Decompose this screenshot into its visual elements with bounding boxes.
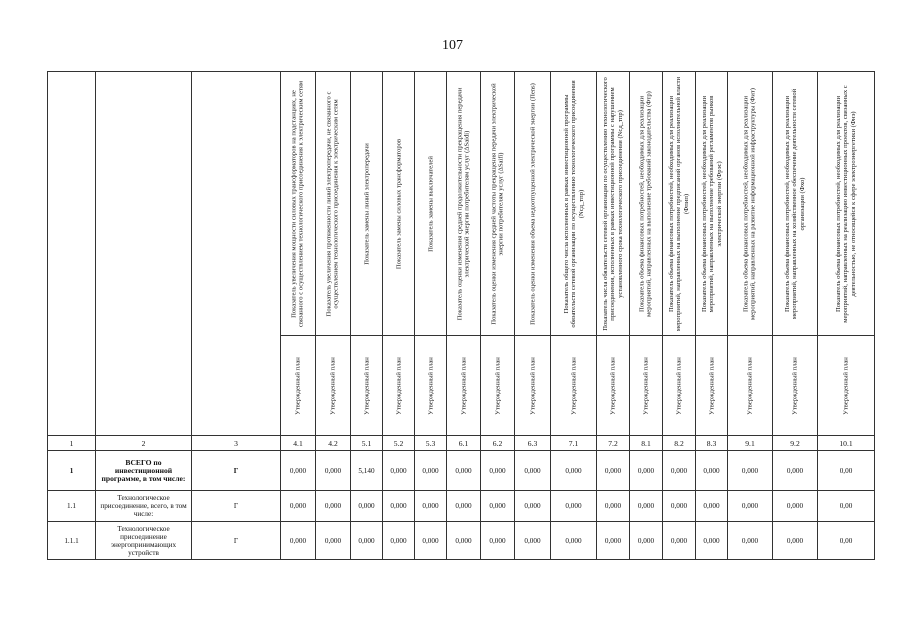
indicator-label: Показатель объема финансовых потребностей, необходимых для реализации мероприятий, направленных на выполнение предписаний органов исполнительной власти (Фпип) [667, 76, 690, 331]
row-code: Г [192, 522, 281, 560]
plan-label: Утвержденный план [493, 356, 501, 415]
value-cell: 0,000 [696, 491, 728, 522]
indicator-header [773, 72, 818, 336]
header-name-cell [96, 72, 192, 436]
value-cell: 0,000 [447, 491, 481, 522]
column-number: 6.2 [481, 436, 515, 451]
value-cell: 0,000 [515, 451, 551, 491]
column-number: 4.2 [316, 436, 351, 451]
value-cell: 0,000 [351, 522, 383, 560]
plan-label: Утвержденный план [394, 356, 402, 415]
value-cell: 0,00 [818, 491, 875, 522]
column-number: 4.1 [281, 436, 316, 451]
row-number: 1.1.1 [48, 522, 96, 560]
plan-header [415, 336, 447, 436]
plan-label: Утвержденный план [642, 356, 650, 415]
value-cell: 0,000 [630, 451, 663, 491]
header-number-cell [48, 72, 96, 436]
plan-header [281, 336, 316, 436]
value-cell: 0,000 [383, 451, 415, 491]
value-cell: 0,000 [515, 491, 551, 522]
value-cell: 0,000 [663, 451, 696, 491]
indicator-header [515, 72, 551, 336]
column-number: 6.1 [447, 436, 481, 451]
value-cell: 0,000 [551, 491, 597, 522]
value-cell: 0,000 [481, 491, 515, 522]
row-name: Технологическое присоединение энергопринимающих устройств [96, 522, 192, 560]
plan-header [551, 336, 597, 436]
value-cell: 0,000 [281, 491, 316, 522]
column-number: 8.1 [630, 436, 663, 451]
plan-header [818, 336, 875, 436]
value-cell: 0,000 [773, 491, 818, 522]
indicator-label: Показатель объема финансовых потребностей, необходимых для реализации мероприятий, направленных на выполнение требований законодательства (Фтр) [638, 90, 653, 317]
value-cell: 5,140 [351, 451, 383, 491]
plan-header [316, 336, 351, 436]
value-cell: 0,000 [316, 491, 351, 522]
plan-label: Утвержденный план [746, 356, 754, 415]
plan-header [597, 336, 630, 436]
plan-header [481, 336, 515, 436]
plan-label: Утвержденный план [791, 356, 799, 415]
indicator-header [630, 72, 663, 336]
indicator-header [316, 72, 351, 336]
plan-label: Утвержденный план [609, 356, 617, 415]
plan-label: Утвержденный план [675, 356, 683, 415]
value-cell: 0,000 [773, 451, 818, 491]
column-number-row [48, 436, 875, 451]
indicator-label: Показатель оценки изменения средней частоты прекращения передачи электрической энергии потребителям услуг (ΔSaifi) [490, 82, 505, 325]
value-cell: 0,000 [415, 522, 447, 560]
value-cell: 0,000 [281, 522, 316, 560]
value-cell: 0,000 [447, 522, 481, 560]
column-number: 3 [192, 436, 281, 451]
column-number: 8.2 [663, 436, 696, 451]
plan-label: Утвержденный план [569, 356, 577, 415]
indicator-label: Показатель объема финансовых потребностей, необходимых для реализации мероприятий, направленных на реализацию инвестиционных проектов, связанных с деятельностью, не относящейся к сфере электроэнергетики (Фнэ) [834, 84, 857, 323]
column-number: 8.3 [696, 436, 728, 451]
row-number: 1.1 [48, 491, 96, 522]
value-cell: 0,000 [481, 451, 515, 491]
column-number: 7.2 [597, 436, 630, 451]
indicator-header [551, 72, 597, 336]
value-cell: 0,000 [773, 522, 818, 560]
value-cell: 0,000 [383, 491, 415, 522]
value-cell: 0,000 [728, 451, 773, 491]
value-cell: 0,000 [597, 522, 630, 560]
indicator-label: Показатель числа обязательств сетевой организации по осуществлению технологического присоединения, исполненных в рамках инвестиционной программы с нарушением установленного срока технологического присоединения (Nсд_тпр) [601, 76, 624, 331]
indicator-header [597, 72, 630, 336]
indicator-label: Показатель замены силовых трансформаторов [394, 138, 402, 269]
indicator-label: Показатель общего числа исполненных в рамках инвестиционной программы обязательств сетевой организации по осуществлению технологического присоединения (Nсд_тпр) [562, 79, 585, 328]
column-number: 2 [96, 436, 192, 451]
indicator-label: Показатель оценки изменения объема недоотпущенной электрической энергии (Пens) [528, 82, 536, 325]
plan-header [773, 336, 818, 436]
column-number: 9.2 [773, 436, 818, 451]
value-cell: 0,000 [515, 522, 551, 560]
plan-header [630, 336, 663, 436]
value-cell: 0,000 [696, 522, 728, 560]
plan-header [351, 336, 383, 436]
value-cell: 0,000 [316, 451, 351, 491]
column-number: 1 [48, 436, 96, 451]
value-cell: 0,000 [383, 522, 415, 560]
plan-header [696, 336, 728, 436]
indicator-header [728, 72, 773, 336]
indicator-label: Показатель замены выключателей [426, 155, 434, 252]
plan-label: Утвержденный план [842, 356, 850, 415]
value-cell: 0,000 [481, 522, 515, 560]
plan-label: Утвержденный план [459, 356, 467, 415]
indicator-label: Показатель замены линий электропередачи [362, 142, 370, 265]
row-name: Технологическое присоединение, всего, в том числе: [96, 491, 192, 522]
row-code: Г [192, 451, 281, 491]
indicator-header [696, 72, 728, 336]
indicator-header [663, 72, 696, 336]
row-code: Г [192, 491, 281, 522]
table-row [48, 451, 875, 491]
page-number: 107 [442, 38, 463, 53]
plan-header [728, 336, 773, 436]
value-cell: 0,00 [818, 522, 875, 560]
indicator-header-row [48, 72, 875, 336]
plan-label: Утвержденный план [528, 356, 536, 415]
indicator-header [351, 72, 383, 336]
value-cell: 0,000 [551, 451, 597, 491]
value-cell: 0,00 [818, 451, 875, 491]
header-code-cell [192, 72, 281, 436]
value-cell: 0,000 [696, 451, 728, 491]
indicator-label: Показатель оценки изменения средней продолжительности прекращения передачи электрической энергии потребителям услуг (ΔSaidi) [456, 87, 471, 320]
indicator-label: Показатель увеличения мощности силовых трансформаторов на подстанциях, не связанного с осуществлением технологического присоединения к электрическим сетям [290, 80, 305, 327]
value-cell: 0,000 [630, 522, 663, 560]
column-number: 10.1 [818, 436, 875, 451]
column-number: 5.3 [415, 436, 447, 451]
value-cell: 0,000 [281, 451, 316, 491]
plan-header [515, 336, 551, 436]
plan-label: Утвержденный план [362, 356, 370, 415]
plan-header [663, 336, 696, 436]
column-number: 6.3 [515, 436, 551, 451]
column-number: 5.1 [351, 436, 383, 451]
value-cell: 0,000 [630, 491, 663, 522]
value-cell: 0,000 [415, 491, 447, 522]
plan-label: Утвержденный план [707, 356, 715, 415]
value-cell: 0,000 [447, 451, 481, 491]
value-cell: 0,000 [728, 522, 773, 560]
value-cell: 0,000 [663, 491, 696, 522]
row-name: ВСЕГО по инвестиционной программе, в том числе: [96, 451, 192, 491]
plan-header [383, 336, 415, 436]
value-cell: 0,000 [551, 522, 597, 560]
value-cell: 0,000 [728, 491, 773, 522]
indicator-header [415, 72, 447, 336]
table-row [48, 491, 875, 522]
table-row [48, 522, 875, 560]
plan-label: Утвержденный план [329, 356, 337, 415]
indicator-label: Показатель объема финансовых потребностей, необходимых для реализации мероприятий, направленных на развитие информационной инфраструктуры (Фит) [742, 87, 757, 320]
value-cell: 0,000 [597, 451, 630, 491]
indicator-header [383, 72, 415, 336]
indicator-label: Показатель объема финансовых потребностей, необходимых для реализации мероприятий, направленных на выполнение требований регламентов рынков электрической энергии (Фрэс) [700, 95, 723, 312]
indicator-header [281, 72, 316, 336]
indicator-label: Показатель объема финансовых потребностей, необходимых для реализации мероприятий, направленных на хозяйственное обеспечение деятельности сетевой организации (Фхо) [783, 88, 806, 319]
indicator-header [481, 72, 515, 336]
row-number: 1 [48, 451, 96, 491]
plan-label: Утвержденный план [294, 356, 302, 415]
indicator-header [818, 72, 875, 336]
value-cell: 0,000 [597, 491, 630, 522]
column-number: 9.1 [728, 436, 773, 451]
indicator-label: Показатель увеличения протяженности линий электропередачи, не связанного с осуществлением технологического присоединения к электрическим сетям [325, 91, 340, 316]
column-number: 7.1 [551, 436, 597, 451]
plan-label: Утвержденный план [426, 356, 434, 415]
value-cell: 0,000 [351, 491, 383, 522]
indicators-table [47, 71, 875, 560]
value-cell: 0,000 [316, 522, 351, 560]
indicator-header [447, 72, 481, 336]
plan-header [447, 336, 481, 436]
value-cell: 0,000 [663, 522, 696, 560]
column-number: 5.2 [383, 436, 415, 451]
value-cell: 0,000 [415, 451, 447, 491]
